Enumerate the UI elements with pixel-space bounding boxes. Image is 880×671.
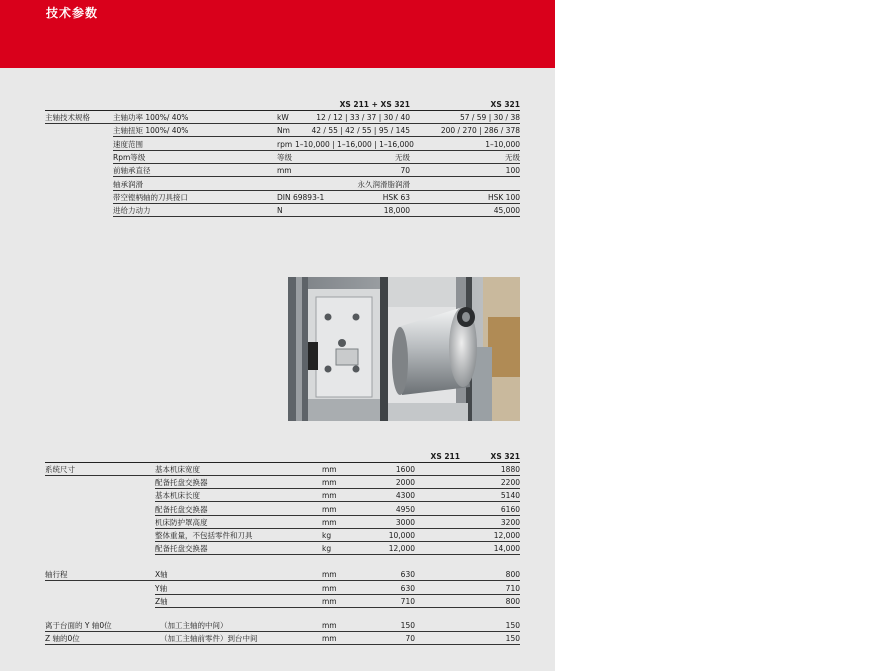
value-xs321: 150 [505,634,520,644]
table-row [45,204,520,217]
value-xs211: 4300 [395,491,415,501]
machine-dimension-table [45,452,520,652]
value-xs211-xs321: 1–10,000 | 1–16,000 | 1–16,000 [295,139,414,149]
unit-cell: mm [322,634,337,644]
row-label: 配备托盘交换器 [155,504,208,514]
unit-cell: mm [322,478,337,488]
value-xs321: 800 [505,570,520,580]
table-row [45,111,520,124]
group-label: 离于台面的 Y 轴0位 [45,621,112,630]
value-xs211: 4950 [395,504,415,514]
unit-cell: kg [322,531,332,540]
row-label: Y轴 [155,583,168,593]
value-xs321: 710 [505,583,520,593]
table-row [45,124,520,137]
page-title: 技术参数 [46,6,99,20]
table-row [45,476,520,489]
value-xs321: 200 / 270 | 286 / 378 [440,126,520,136]
value-xs211-xs321: 12 / 12 | 33 / 37 | 30 / 40 [316,113,410,122]
unit-cell: N [277,206,283,216]
row-label: 整体重量，不包括零件和刀具 [155,531,253,540]
table-row [45,619,520,632]
row-label: 主轴扭矩 100%/ 40% [113,126,189,136]
value-xs321: 150 [505,621,520,630]
spindle-spec-table [45,100,520,215]
unit-cell: mm [322,465,337,474]
table-row [45,191,520,204]
table-row [45,151,520,164]
value-xs321: 1880 [500,465,520,474]
row-label: 配备托盘交换器 [155,478,208,488]
row-label: X轴 [155,570,168,580]
value-xs211: 710 [400,596,415,606]
unit-cell: mm [322,596,337,606]
row-label: 进给力动力 [113,206,151,216]
unit-cell: mm [322,621,337,630]
row-label: 基本机床长度 [155,491,200,501]
row-label: Rpm等级 [113,152,146,162]
table-row [45,632,520,645]
machine-spindle-photo [288,277,520,421]
red-header-band [0,0,555,68]
value-xs321: 2200 [500,478,520,488]
value-xs211: 150 [400,621,415,630]
value-xs211-xs321: 42 / 55 | 42 / 55 | 95 / 145 [311,126,410,136]
row-label: （加工主轴前零件）到台中间 [160,634,258,644]
row-label: 轴承润滑 [113,179,143,189]
table-row [45,138,520,151]
unit-cell: rpm [277,139,293,149]
value-xs211: 2000 [395,478,415,488]
row-label: 配备托盘交换器 [155,544,208,554]
table-row [45,178,520,191]
value-xs211: 630 [400,583,415,593]
value-xs211-xs321: 70 [400,166,410,176]
value-xs321: 100 [505,166,520,176]
value-xs211: 10,000 [388,531,415,540]
value-xs321: 800 [505,596,520,606]
table-row [45,164,520,177]
value-xs321: 6160 [500,504,520,514]
value-xs321: 12,000 [493,531,520,540]
merged-value: 永久润滑脂润滑 [357,179,410,189]
value-xs321: 无级 [505,152,520,162]
unit-cell: mm [322,491,337,501]
unit-cell: mm [322,504,337,514]
value-xs321: 3200 [500,517,520,527]
unit-cell: DIN 69893-1 [277,192,325,202]
value-xs321: 45,000 [493,206,520,216]
table-row [45,503,520,516]
unit-cell: mm [322,517,337,527]
value-xs321: 57 / 59 | 30 / 38 [459,113,520,122]
row-label: 速度范围 [113,139,143,149]
value-xs211: 3000 [395,517,415,527]
table-row [45,516,520,529]
row-label: Z轴 [155,596,168,606]
table-row [45,463,520,476]
table-row [45,595,520,608]
value-xs211: 12,000 [388,544,415,554]
value-xs321: 14,000 [493,544,520,554]
column-header: XS 211 [430,452,460,461]
row-label: 主轴功率 100%/ 40% [113,113,189,122]
unit-cell: mm [277,166,292,176]
unit-cell: Nm [277,126,290,136]
column-header: XS 321 [490,100,520,109]
table-row [45,542,520,555]
value-xs321: HSK 100 [487,192,520,202]
value-xs321: 5140 [500,491,520,501]
table-row [45,529,520,542]
group-label: 轴行程 [45,570,68,580]
column-header: XS 321 [490,452,520,461]
row-label: （加工主轴的中间） [160,621,228,630]
value-xs211: 1600 [395,465,415,474]
row-label: 带空镗柄轴的刀具接口 [113,192,188,202]
row-label: 机床防护罩高度 [155,517,208,527]
unit-cell: kW [277,113,289,122]
value-xs211-xs321: 18,000 [383,206,410,216]
table-row [45,568,520,581]
value-xs211: 70 [405,634,415,644]
group-label: Z 轴的0位 [45,634,80,644]
value-xs211-xs321: 无级 [395,152,410,162]
unit-cell: mm [322,570,337,580]
value-xs211: 630 [400,570,415,580]
section-label: 主轴技术规格 [45,113,90,122]
table-row [45,489,520,502]
value-xs211-xs321: HSK 63 [382,192,410,202]
unit-cell: 等级 [277,152,292,162]
unit-cell: kg [322,544,332,554]
group-label: 系统尺寸 [45,465,75,474]
unit-cell: mm [322,583,337,593]
column-header: XS 211 + XS 321 [339,100,410,109]
table-row [45,582,520,595]
value-xs321: 1–10,000 [485,139,520,149]
row-label: 前轴承直径 [113,166,151,176]
row-label: 基本机床宽度 [155,465,200,474]
